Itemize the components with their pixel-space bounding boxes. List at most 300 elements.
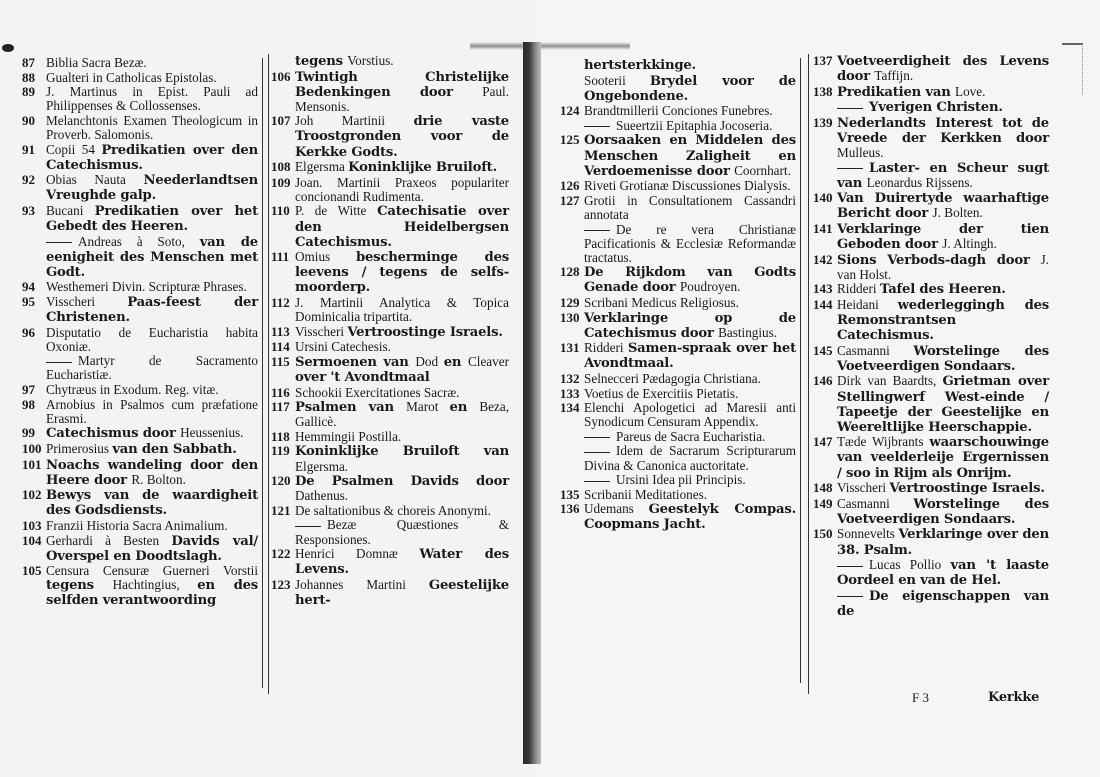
entry-text	[295, 204, 509, 249]
catalogue-entry	[813, 100, 1049, 115]
catalogue-entry	[22, 534, 258, 564]
entry-text	[295, 160, 509, 175]
entry-text	[295, 504, 509, 518]
roman-text: Tæde Wijbrants	[837, 434, 930, 450]
catalogue-entry	[560, 372, 796, 386]
ditto-dash	[295, 526, 321, 527]
catalogue-entry	[22, 426, 258, 441]
blackletter-title: Psalmen van	[295, 400, 407, 416]
ditto-dash	[584, 437, 610, 438]
catalogue-entry	[22, 71, 258, 85]
blackletter-title: Davids val/ Overspel en Doodtslagh.	[46, 533, 258, 564]
entry-number	[560, 430, 584, 444]
entry-number: 138	[813, 83, 833, 99]
entry-number: 136	[560, 501, 580, 517]
catalogue-entry	[560, 104, 796, 118]
entry-text	[837, 54, 1049, 84]
roman-text: Bucani	[46, 202, 95, 218]
catalogue-entry	[813, 298, 1049, 343]
catalogue-entry	[813, 116, 1049, 160]
roman-text: Disputatio de Eucharistia habita Oxoniæ.	[46, 324, 258, 354]
catalogue-entry	[813, 344, 1049, 374]
roman-text: J. Martinii Analytica & Topica Dominicalia tripartita.	[295, 295, 509, 325]
roman-text: J. van Holst.	[837, 251, 1049, 282]
blackletter-title: Koninklijke Bruiloft.	[348, 160, 497, 176]
signature-mark: F 3	[912, 690, 929, 705]
entry-number: 87	[22, 55, 35, 70]
entry-number: 98	[22, 396, 35, 412]
catalogue-entry	[271, 355, 509, 385]
entry-text	[46, 564, 258, 608]
roman-text: Joan. Martinii Praxeos populariter concionandi Rudimenta.	[295, 174, 509, 204]
roman-text: Scribani Medicus Religiosus.	[584, 295, 739, 310]
catalogue-entry	[22, 85, 258, 113]
blackletter-title: Laster- en Scheur sugt van	[837, 160, 1049, 191]
blackletter-title: Paas-feest der Christenen.	[46, 295, 258, 326]
entry-text	[46, 519, 258, 533]
entry-text	[295, 296, 509, 324]
roman-text: Bezæ Quæstiones & Responsiones.	[295, 517, 509, 547]
entry-text	[584, 223, 796, 265]
entry-number: 114	[271, 339, 290, 355]
catalogue-entry	[271, 444, 509, 473]
roman-text: Obias Nauta	[46, 172, 144, 188]
roman-text: Primerosius	[46, 440, 113, 456]
blackletter-title: Tafel des Heeren.	[879, 282, 1006, 298]
roman-text: Grotii in Consultationem Cassandri annotata	[584, 192, 796, 222]
roman-text: Ridderi	[584, 340, 628, 356]
blackletter-title: Noachs wandeling door den Heere door	[46, 457, 258, 488]
blackletter-title: Nederlandts Interest tot de Vreede der Kerkken door	[837, 115, 1049, 146]
catalogue-entry	[560, 194, 796, 222]
roman-text: Brandtmillerii Conciones Funebres.	[584, 103, 773, 119]
catalogue-entry	[22, 114, 258, 142]
entry-text	[584, 311, 796, 341]
catalogue-entry	[813, 589, 1049, 619]
blackletter-title: Verklaringe der tien Geboden door	[837, 222, 1049, 253]
catalogue-entry	[271, 474, 509, 503]
column-3	[560, 58, 796, 533]
entry-text	[295, 578, 509, 608]
roman-text: Martyr de Sacramento Eucharistiæ.	[46, 353, 258, 383]
roman-text: De re vera Christianæ Pacificationis & Ecclesiæ Reformandæ tractatus.	[584, 221, 796, 265]
entry-text	[584, 473, 796, 487]
catalogue-entry	[560, 488, 796, 502]
catalogue-entry	[560, 296, 796, 310]
ditto-dash	[837, 168, 863, 169]
roman-text: Visscheri	[46, 294, 128, 309]
entry-text	[46, 442, 258, 457]
roman-text: Sonnevelts	[837, 526, 899, 542]
entry-text	[837, 253, 1049, 282]
entry-number: 121	[271, 502, 291, 518]
entry-number: 95	[22, 294, 35, 309]
entry-number	[560, 444, 584, 472]
blackletter-title: Geestelijke hert-	[295, 577, 509, 608]
roman-text: Beza, Gallicè.	[295, 399, 509, 430]
entry-text	[837, 558, 1049, 588]
blackletter-title: waarschouwinge van veelderleije Ergernissen / soo in Rijm als Onrijm.	[837, 435, 1049, 481]
roman-text: Elenchi Apologetici ad Maresii anti Synodicum Censuram Appendix.	[584, 400, 796, 430]
blackletter-title: De Psalmen Davids door	[295, 474, 509, 490]
catalogue-entry	[22, 326, 258, 354]
roman-text: Selnecceri Pædagogia Christiana.	[584, 370, 761, 386]
catalogue-entry	[271, 518, 509, 546]
catalogue-entry	[22, 354, 258, 382]
column-4	[808, 54, 1049, 694]
catchword: Kerkke	[988, 690, 1040, 705]
entry-number: 137	[813, 53, 833, 68]
entry-text	[295, 518, 509, 546]
entry-number: 128	[560, 264, 580, 280]
blackletter-title: Bewys van de waardigheit des Godsdiensts.	[46, 488, 258, 519]
roman-text: Taffijn.	[874, 68, 914, 84]
roman-text: Elgersma.	[295, 458, 349, 474]
roman-text: Gualteri in Catholicas Epistolas.	[46, 69, 217, 85]
entry-text	[295, 400, 509, 429]
entry-number	[813, 558, 837, 588]
catalogue-entry	[271, 578, 509, 608]
roman-text: Paul. Mensonis.	[295, 83, 509, 114]
blackletter-title: tegens	[295, 54, 348, 69]
catalogue-entry	[813, 253, 1049, 282]
catalogue-entry	[271, 340, 509, 354]
roman-text: Visscheri	[295, 323, 348, 339]
blackletter-title: Vertroostinge Israels.	[347, 324, 503, 340]
blackletter-title: Sermoenen van	[295, 354, 416, 370]
roman-text: Casmanni	[837, 495, 914, 511]
page-corner-mark	[1062, 43, 1083, 95]
blackletter-title: en des selfden verantwoording	[46, 578, 259, 609]
entry-number: 141	[813, 221, 833, 237]
entry-text	[46, 383, 258, 397]
entry-number: 113	[271, 323, 290, 339]
catalogue-entry	[813, 282, 1049, 297]
entry-text	[584, 502, 796, 532]
entry-number: 149	[813, 495, 833, 511]
roman-text: Sooterii	[584, 72, 650, 88]
entry-text	[46, 398, 258, 426]
entry-text	[46, 56, 258, 70]
entry-number	[813, 100, 837, 115]
entry-number: 118	[271, 428, 290, 444]
entry-number: 88	[22, 69, 35, 85]
catalogue-entry	[271, 430, 509, 444]
entry-text	[46, 280, 258, 294]
catalogue-entry	[22, 383, 258, 397]
entry-text	[46, 458, 258, 488]
catalogue-entry	[271, 114, 509, 159]
blackletter-title: Sions Verbods-dagh door	[837, 252, 1041, 268]
blackletter-title: en	[443, 354, 468, 370]
entry-number: 102	[22, 487, 42, 503]
roman-text: Heidani	[837, 297, 898, 312]
catalogue-entry	[560, 311, 796, 341]
entry-number: 100	[22, 440, 42, 456]
ditto-dash	[584, 452, 610, 453]
entry-number: 131	[560, 340, 580, 356]
blackletter-title: Van Duirertyde waarhaftige Bericht door	[837, 191, 1049, 222]
entry-text	[584, 133, 796, 178]
catalogue-entry	[560, 387, 796, 401]
blackletter-title: Predikatien over den Catechismus.	[46, 142, 258, 173]
ink-blot-mark	[2, 44, 14, 52]
book-gutter	[523, 42, 541, 764]
entry-number: 91	[22, 141, 35, 157]
blackletter-title: Worstelinge des Voetveerdigen Sondaars.	[837, 343, 1049, 374]
blackletter-title: Oorsaaken en Middelen des Menschen Zaligheit en Verdoemenisse door	[584, 133, 796, 179]
roman-text: Dod	[415, 353, 444, 369]
blackletter-title: Verklaringe over den 38. Psalm.	[837, 527, 1049, 558]
blackletter-title: van 't laaste Oordeel en van de Hel.	[837, 558, 1049, 589]
blackletter-title: van de eenigheit des Menschen met Godt.	[46, 234, 258, 280]
roman-text: Dathenus.	[295, 488, 349, 504]
catalogue-entry	[560, 444, 796, 472]
entry-number: 144	[813, 297, 833, 312]
entry-number	[560, 58, 584, 73]
entry-text	[295, 386, 509, 400]
entry-text	[837, 85, 1049, 100]
entry-number: 140	[813, 190, 833, 206]
entry-number: 120	[271, 473, 291, 489]
ditto-dash	[584, 126, 610, 127]
entry-text	[46, 326, 258, 354]
blackletter-title: De eigenschappen van de	[837, 588, 1049, 619]
roman-text: Hachtingius,	[112, 577, 198, 593]
roman-text: Marot	[406, 399, 450, 415]
catalogue-entry	[813, 481, 1049, 496]
roman-text: J. Altingh.	[942, 236, 997, 252]
catalogue-entry	[813, 497, 1049, 527]
catalogue-entry	[271, 204, 509, 249]
entry-text	[837, 435, 1049, 480]
catalogue-entry	[22, 519, 258, 533]
entry-number	[560, 74, 584, 104]
catalogue-entry	[560, 401, 796, 429]
roman-text: Udemans	[584, 501, 649, 517]
entry-text	[584, 401, 796, 429]
entry-text	[46, 534, 258, 564]
roman-text: Melanchtonis Examen Theologicum in Proverb. Salomonis.	[46, 112, 258, 142]
ditto-dash	[837, 566, 863, 567]
entry-text	[584, 179, 796, 193]
entry-number: 104	[22, 532, 42, 548]
catalogue-entry	[560, 430, 796, 444]
blackletter-title: over 't Avondtmaal	[295, 369, 430, 385]
catalogue-entry	[271, 176, 509, 204]
blackletter-title: Grietman over Stellingwerf West-einde / Tapeetje der Geestelijke en Weereltlijke Heerschappie.	[837, 374, 1050, 435]
catalogue-entry	[271, 547, 509, 577]
entry-number: 123	[271, 576, 291, 592]
entry-text	[837, 282, 1049, 297]
entry-text	[584, 296, 796, 310]
roman-text: P. de Witte	[295, 203, 378, 219]
blackletter-title: drie vaste Troostgronden voor de Kerkke Godts.	[295, 114, 509, 160]
entry-text	[295, 340, 509, 354]
entry-text	[46, 71, 258, 85]
roman-text: Hemmingii Postilla.	[295, 428, 402, 444]
entry-text	[295, 325, 509, 340]
roman-text: Arnobius in Psalmos cum præfatione Erasmi.	[46, 396, 258, 426]
roman-text: Joh Martinii	[295, 113, 414, 129]
catalogue-entry	[271, 504, 509, 518]
roman-text: Censura Censuræ Guerneri Vorstii	[46, 563, 258, 579]
entry-number: 150	[813, 526, 833, 542]
entry-text	[295, 474, 509, 503]
roman-text: De saltationibus & choreis Anonymi.	[295, 502, 491, 518]
entry-number: 110	[271, 203, 290, 219]
blackletter-title: De Rijkdom van Godts Genade door	[584, 265, 796, 296]
entry-text	[584, 341, 796, 371]
entry-text	[584, 74, 796, 104]
entry-text	[295, 54, 509, 69]
entry-number	[22, 235, 46, 280]
entry-text	[46, 143, 258, 173]
catalogue-entry	[22, 235, 258, 280]
roman-text: Pareus de Sacra Eucharistia.	[616, 428, 766, 444]
roman-text: Idem de Sacrarum Scripturarum Divina & Canonica auctoritate.	[584, 443, 796, 473]
catalogue-entry	[813, 161, 1049, 191]
entry-text	[837, 191, 1049, 221]
roman-text: Dirk van Baardts,	[837, 373, 943, 389]
entry-number: 106	[271, 68, 291, 84]
catalogue-entry	[813, 435, 1049, 480]
roman-text: Franzii Historia Sacra Animalium.	[46, 517, 228, 533]
entry-number: 129	[560, 295, 580, 310]
entry-text	[295, 176, 509, 204]
binding-shadow	[470, 42, 630, 50]
blackletter-title: en	[449, 400, 480, 416]
entry-text	[295, 430, 509, 444]
blackletter-title: wederleggingh des Remonstrantsen Catechismus.	[837, 298, 1050, 344]
roman-text: Poudroyen.	[679, 279, 741, 295]
entry-number: 142	[813, 251, 833, 267]
blackletter-title: Catechisatie over den Heidelbergsen Catechismus.	[295, 204, 510, 250]
blackletter-title: Samen-spraak over het Avondtmaal.	[584, 341, 796, 372]
roman-text: Visscheri	[837, 480, 890, 496]
entry-number	[813, 589, 837, 619]
catalogue-entry	[560, 265, 796, 295]
entry-number: 115	[271, 353, 290, 369]
blackletter-title: hertsterkkinge.	[584, 58, 696, 73]
entry-text	[837, 161, 1049, 191]
entry-number: 94	[22, 279, 35, 295]
entry-number: 105	[22, 563, 42, 579]
roman-text: Andreas à Soto,	[78, 233, 200, 249]
entry-text	[46, 85, 258, 113]
entry-text	[295, 250, 509, 295]
entry-number: 132	[560, 370, 580, 386]
blackletter-title: Water des Levens.	[295, 547, 510, 578]
catalogue-entry	[22, 442, 258, 457]
roman-text: Chytræus in Exodum. Reg. vitæ.	[46, 382, 219, 398]
catalogue-entry	[560, 223, 796, 265]
entry-number	[271, 518, 295, 546]
roman-text: Casmanni	[837, 342, 914, 358]
entry-number	[560, 223, 584, 265]
catalogue-entry	[271, 400, 509, 429]
entry-number	[271, 54, 295, 69]
roman-text: Heussenius.	[180, 425, 244, 441]
entry-number: 135	[560, 486, 580, 502]
blackletter-title: Twintigh Christelijke Bedenkingen door	[295, 69, 509, 100]
blackletter-title: Verklaringe op de Catechismus door	[584, 310, 796, 341]
entry-text	[584, 104, 796, 118]
entry-text	[837, 589, 1049, 619]
roman-text: Bastingius.	[718, 324, 778, 340]
entry-text	[295, 547, 509, 577]
roman-text: Schookii Exercitationes Sacræ.	[295, 384, 460, 400]
entry-number: 97	[22, 382, 35, 398]
catalogue-entry	[22, 458, 258, 488]
entry-text	[295, 114, 509, 159]
roman-text: J. Bolten.	[932, 205, 983, 221]
catalogue-entry	[271, 54, 509, 69]
entry-number: 127	[560, 192, 580, 208]
roman-text: Love.	[955, 83, 986, 99]
entry-number: 124	[560, 103, 580, 119]
blackletter-title: Worstelinge des Voetveerdigen Sondaars.	[837, 496, 1049, 527]
blackletter-title: Brydel voor de Ongebondene.	[584, 73, 796, 104]
entry-number: 148	[813, 480, 833, 496]
blackletter-title: Neederlandtsen Vreughde galp.	[46, 173, 258, 204]
entry-number: 119	[271, 443, 290, 459]
catalogue-entry	[22, 564, 258, 608]
roman-text: Henrici Domnæ	[295, 546, 420, 562]
entry-text	[46, 426, 258, 441]
entry-number: 133	[560, 385, 580, 401]
catalogue-entry	[813, 527, 1049, 557]
catalogue-entry	[271, 250, 509, 295]
entry-text	[837, 497, 1049, 527]
roman-text: Scribanii Meditationes.	[584, 486, 708, 502]
entry-text	[46, 173, 258, 203]
entry-number: 139	[813, 114, 833, 130]
entry-number: 134	[560, 400, 580, 416]
roman-text: J. Martinus in Epist. Pauli ad Philippenses & Collossenses.	[46, 84, 258, 114]
roman-text: Mulleus.	[837, 145, 884, 161]
roman-text: R. Bolton.	[131, 471, 186, 487]
catalogue-entry	[22, 204, 258, 234]
roman-text: Ursini Catechesis.	[295, 339, 391, 355]
roman-text: Cleaver	[467, 353, 509, 369]
catalogue-entry	[560, 473, 796, 487]
catalogue-entry	[271, 325, 509, 340]
roman-text: Coornhart.	[734, 162, 791, 178]
entry-text	[46, 354, 258, 382]
catalogue-entry	[560, 119, 796, 133]
roman-text: Riveti Grotianæ Discussiones Dialysis.	[584, 178, 791, 194]
entry-number: 143	[813, 281, 833, 297]
entry-number: 101	[22, 456, 42, 472]
catalogue-entry	[813, 85, 1049, 100]
entry-text	[837, 116, 1049, 160]
entry-number: 125	[560, 132, 580, 148]
roman-text: Lucas Pollio	[869, 557, 951, 573]
blackletter-title: Yverigen Christen.	[869, 100, 1003, 116]
roman-text: Leonardus Rijssens.	[866, 174, 973, 190]
ditto-dash	[46, 242, 72, 243]
catalogue-entry	[271, 296, 509, 324]
ditto-dash	[584, 481, 610, 482]
entry-text	[295, 70, 509, 114]
entry-number: 145	[813, 342, 833, 358]
blackletter-title: bescherminge des leevens / tegens de selfs-moorderp.	[295, 250, 509, 296]
roman-text: Gerhardi à Besten	[46, 532, 172, 548]
entry-number: 107	[271, 113, 291, 129]
catalogue-entry	[560, 58, 796, 73]
blackletter-title: Voetveerdigheit des Levens door	[837, 54, 1049, 85]
